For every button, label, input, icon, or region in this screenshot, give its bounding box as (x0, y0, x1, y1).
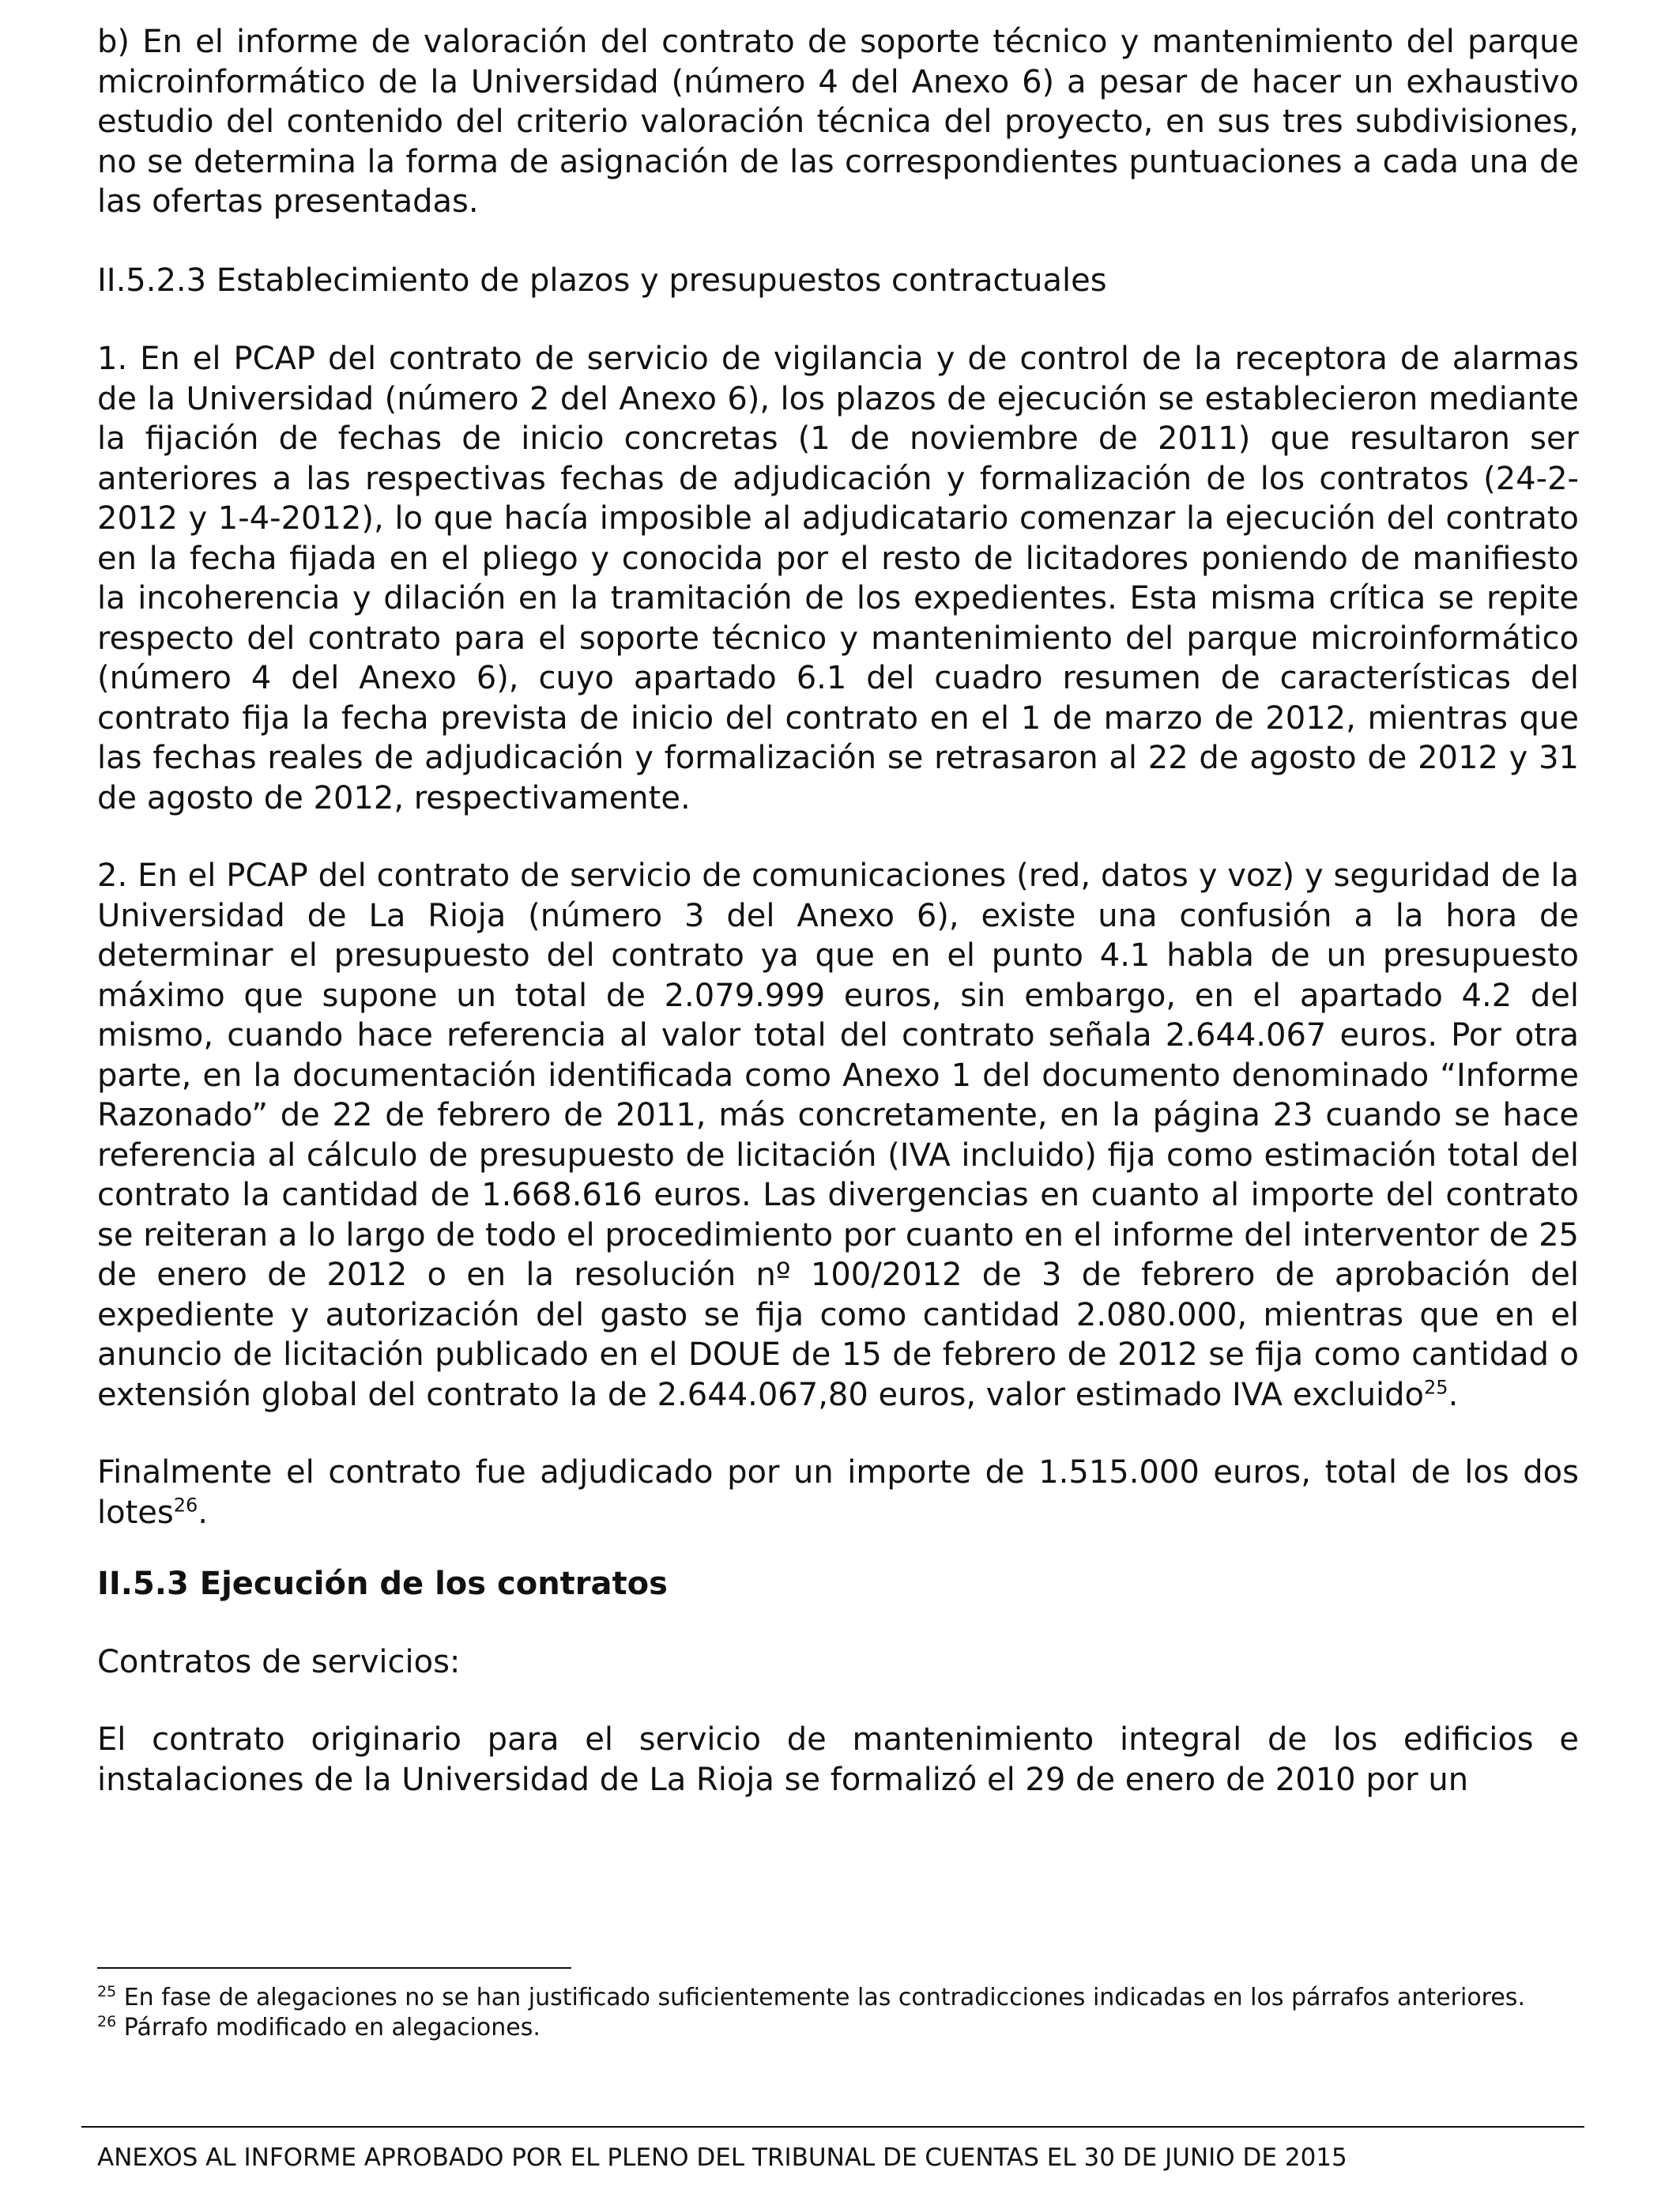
footnote-text-25: En fase de alegaciones no se han justificado suficientemente las contradicciones indicadas en los párrafos anteriores. (116, 1984, 1525, 2011)
page-footer: ANEXOS AL INFORME APROBADO POR EL PLENO DEL TRIBUNAL DE CUENTAS EL 30 DE JUNIO DE 2015 (97, 2143, 1347, 2172)
footnote-26 (97, 2013, 1579, 2043)
footnote-reference-26: 26 (173, 1494, 198, 1517)
footnote-separator (97, 1967, 571, 1969)
paragraph-original-maintenance-contract: El contrato originario para el servicio de mantenimiento integral de los edificios e instalaciones de la Universidad de La Rioja se formalizó el 29 de enero de 2010 por un (97, 1721, 1579, 1798)
paragraph-contract-budget-end: . (1448, 1376, 1459, 1413)
footnote-reference-25: 25 (1424, 1376, 1448, 1399)
paragraph-execution-deadlines: 1. En el PCAP del contrato de servicio de vigilancia y de control de la receptora de alarmas de la Universidad (número 2 del Anexo 6), los plazos de ejecución se establecieron mediante la fijación de fechas de inicio concretas (1 de noviembre de 2011) que resultaron ser anteriores a las respectivas fechas de adjudicación y formalización de los contratos (24-2-2012 y 1-4-2012), lo que hacía imposible al adjudicatario comenzar la ejecución del contrato en la fecha fijada en el pliego y conocida por el resto de licitadores poniendo de manifiesto la incoherencia y dilación en la tramitación de los expedientes. Esta misma crítica se repite respecto del contrato para el soporte técnico y mantenimiento del parque microinformático (número 4 del Anexo 6), cuyo apartado 6.1 del cuadro resumen de características del contrato fija la fecha prevista de inicio del contrato en el 1 de marzo de 2012, mientras que las fechas reales de adjudicación y formalización se retrasaron al 22 de agosto de 2012 y 31 de agosto de 2012, respectivamente. (97, 341, 1579, 816)
paragraph-award-amount-end: . (198, 1494, 208, 1531)
paragraph-service-contracts-label: Contratos de servicios: (97, 1643, 461, 1680)
paragraph-award-amount-text: Finalmente el contrato fue adjudicado por un importe de 1.515.000 euros, total de los dos lotes (97, 1454, 1579, 1531)
paragraph-contract-budget (97, 856, 1579, 1415)
footnote-text-26: Párrafo modificado en alegaciones. (116, 2014, 541, 2041)
paragraph-contract-budget-text: 2. En el PCAP del contrato de servicio de comunicaciones (red, datos y voz) y seguridad de la Universidad de La Rioja (número 3 del Anexo 6), existe una confusión a la hora de determinar el presupuesto del contrato ya que en el punto 4.1 habla de un presupuesto máximo que supone un total de 2.079.999 euros, sin embargo, en el apartado 4.2 del mismo, cuando hace referencia al valor total del contrato señala 2.644.067 euros. Por otra parte, en la documentación identificada como Anexo 1 del documento denominado “Informe Razonado” de 22 de febrero de 2011, más concretamente, en la página 23 cuando se hace referencia al cálculo de presupuesto de licitación (IVA incluido) fija como estimación total del contrato la cantidad de 1.668.616 euros. Las divergencias en cuanto al importe del contrato se reiteran a lo largo de todo el procedimiento por cuanto en el informe del interventor de 25 de enero de 2012 o en la resolución nº 100/2012 de 3 de febrero de aprobación del expediente y autorización del gasto se fija como cantidad 2.080.000, mientras que en el anuncio de licitación publicado en el DOUE de 15 de febrero de 2012 se fija como cantidad o extensión global del contrato la de 2.644.067,80 euros, valor estimado IVA excluido (97, 858, 1579, 1413)
footnotes (97, 1983, 1579, 2043)
footnote-number-26: 26 (97, 2013, 117, 2030)
section-heading-ii-5-2-3: II.5.2.3 Establecimiento de plazos y presupuestos contractuales (97, 262, 1107, 299)
footnote-number-25: 25 (97, 1983, 117, 2000)
paragraph-award-amount (97, 1453, 1579, 1532)
section-heading-ii-5-3: II.5.3 Ejecución de los contratos (97, 1566, 668, 1602)
footer-separator (81, 2126, 1584, 2128)
document-page (97, 22, 1579, 1800)
footnote-25 (97, 1983, 1579, 2013)
paragraph-valuation-report: b) En el informe de valoración del contrato de soporte técnico y mantenimiento del parque microinformático de la Universidad (número 4 del Anexo 6) a pesar de hacer un exhaustivo estudio del contenido del criterio valoración técnica del proyecto, en sus tres subdivisiones, no se determina la forma de asignación de las correspondientes puntuaciones a cada una de las ofertas presentadas. (97, 24, 1579, 220)
